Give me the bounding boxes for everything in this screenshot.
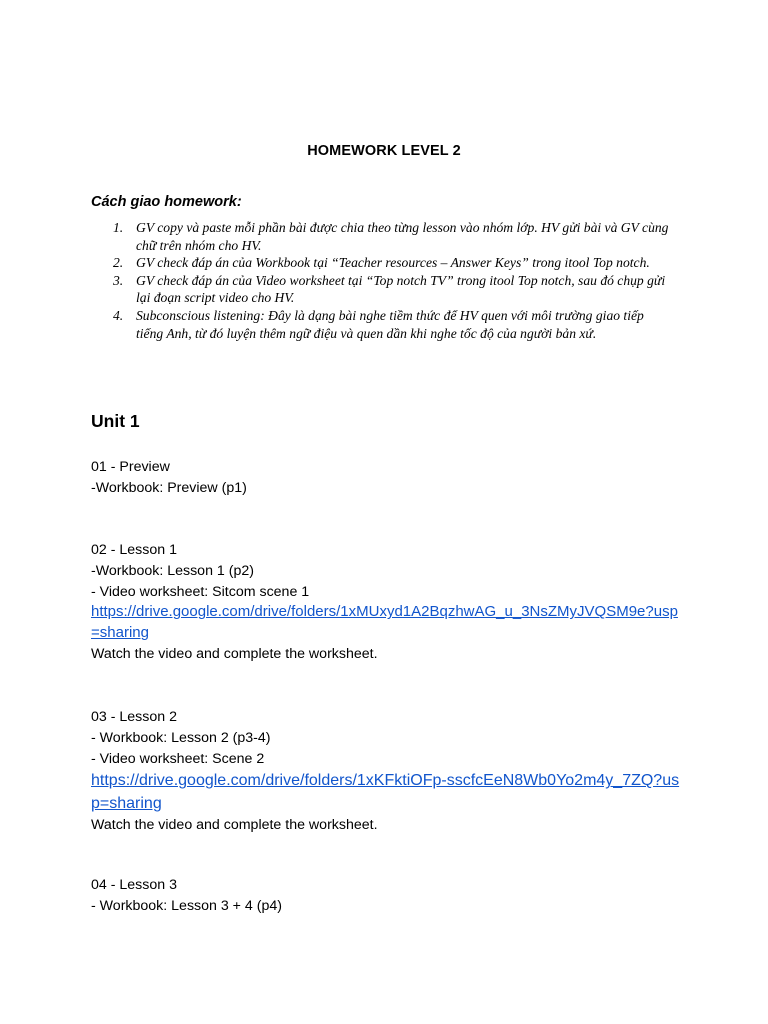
- lesson-heading: 01 - Preview: [91, 459, 170, 475]
- lesson-task: - Workbook: Lesson 2 (p3-4): [91, 729, 271, 746]
- lesson-task: -Workbook: Lesson 1 (p2): [91, 562, 254, 579]
- instruction-number: 1.: [113, 220, 124, 235]
- instruction-item: [0, 272, 671, 307]
- lesson-heading: 03 - Lesson 2: [91, 709, 177, 725]
- instruction-text: Subconscious listening: Đây là dạng bài nghe tiềm thức để HV quen với môi trường giao tiếp tiếng Anh, từ đó luyện thêm ngữ điệu và quen dần khi nghe tốc độ của người bản xứ.: [136, 307, 644, 341]
- instruction-number: 2.: [113, 255, 124, 271]
- instruction-item: [0, 254, 671, 272]
- lesson-task: -Workbook: Preview (p1): [91, 479, 247, 496]
- video-link[interactable]: https://drive.google.com/drive/folders/1xMUxyd1A2BqzhwAG_u_3NsZMyJVQSM9e?usp=sharing: [91, 603, 678, 642]
- instruction-number: 4.: [113, 307, 124, 323]
- instruction-text: GV copy và paste mỗi phần bài được chia theo từng lesson vào nhóm lớp. HV gửi bài và GV cùng chữ trên nhóm cho HV.: [136, 220, 669, 253]
- instruction-item: [0, 219, 671, 254]
- lesson-heading: 02 - Lesson 1: [91, 542, 177, 558]
- lesson-task: - Video worksheet: Scene 2: [91, 750, 265, 767]
- lesson-block-lesson-2: [91, 707, 681, 836]
- lesson-task: - Video worksheet: Sitcom scene 1: [91, 583, 310, 600]
- lesson-task: - Workbook: Lesson 3 + 4 (p4): [91, 897, 282, 914]
- lesson-block-lesson-1: [91, 540, 681, 665]
- lesson-heading: 04 - Lesson 3: [91, 877, 177, 893]
- lesson-block-lesson-3: [91, 875, 282, 917]
- lesson-note: Watch the video and complete the worksheet.: [91, 645, 378, 662]
- instruction-text: GV check đáp án của Video worksheet tại “Top notch TV” trong itool Top notch, sau đó chụp gửi lại đoạn script video cho HV.: [136, 272, 666, 306]
- instruction-text: GV check đáp án của Workbook tại “Teacher resources – Answer Keys” trong itool Top notch.: [136, 255, 650, 271]
- document-title: HOMEWORK LEVEL 2: [307, 143, 461, 159]
- video-link[interactable]: https://drive.google.com/drive/folders/1xKFktiOFp-sscfcEeN8Wb0Yo2m4y_7ZQ?usp=sharing: [91, 772, 680, 813]
- unit-heading: Unit 1: [91, 411, 140, 431]
- lesson-block-preview: [91, 457, 247, 499]
- instructions-list: [0, 219, 768, 342]
- instruction-number: 3.: [113, 272, 124, 288]
- instructions-heading: Cách giao homework:: [91, 194, 242, 210]
- lesson-note: Watch the video and complete the worksheet.: [91, 817, 378, 834]
- instruction-item: [0, 307, 671, 342]
